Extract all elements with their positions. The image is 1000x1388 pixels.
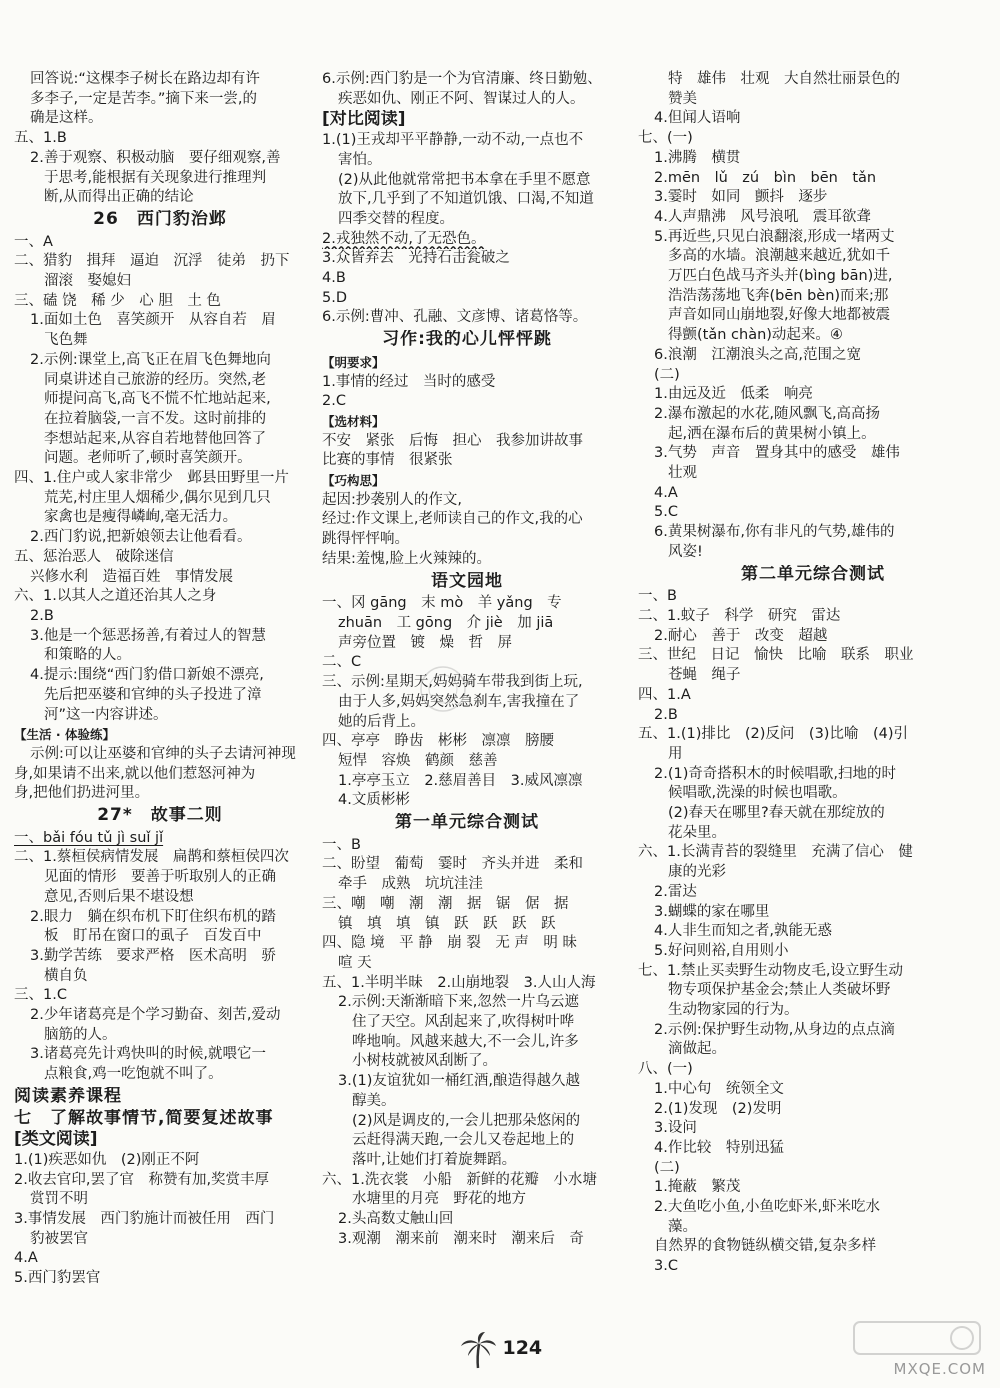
answer-line: 喧 天: [338, 954, 372, 971]
answer-line: 二、C: [322, 654, 362, 671]
answer-line: 5.西门豹罢官: [14, 1270, 101, 1287]
answer-line: 三、示例:星期天,妈妈骑车带我到街上玩,: [322, 674, 583, 691]
answer-line: 经过:作文课上,老师读自己的作文,我的心: [322, 511, 583, 528]
answer-line: 万匹白色战马齐头并(bìng bān)进,: [668, 268, 893, 285]
answer-line: 和策略的人。: [44, 647, 131, 664]
answer-line: 2.示例:课堂上,高飞正在眉飞色舞地向: [30, 351, 271, 368]
answer-line: 风姿!: [668, 543, 703, 560]
answer-line: 语文园地: [431, 571, 503, 591]
answer-line: 短悍 容焕 鹤颜 慈善: [338, 752, 498, 769]
answer-line: 滴做起。: [668, 1041, 726, 1058]
answer-line: 身,把他们扔进河里。: [14, 785, 150, 802]
answer-line: 先后把巫婆和官绅的头子投进了漳: [44, 686, 262, 703]
answer-line: 壮观: [668, 465, 697, 482]
answer-line: (二): [654, 366, 680, 383]
answer-line: 2.示例:天渐渐暗下来,忽然一片乌云遮: [338, 994, 579, 1011]
answer-line: 5.C: [654, 504, 678, 521]
answer-line: 问题。老师听了,顿时喜笑颜开。: [44, 450, 252, 467]
answer-line: 2.西门豹说,把新娘领去让他看看。: [30, 529, 252, 546]
answer-line: 比赛的事情 很紧张: [322, 452, 453, 469]
answer-line: 2.善于观察、积极动脑 要仔细观察,善: [30, 149, 281, 166]
answer-line: 4.人声鼎沸 风号浪吼 震耳欲聋: [654, 208, 871, 225]
answer-line: 赞美: [668, 90, 697, 107]
answer-line: 确是这样。: [30, 110, 103, 127]
watermark-text: MXQE.COM: [893, 1360, 986, 1378]
answer-line: 4.人非生而知之者,孰能无惑: [654, 923, 832, 940]
answer-line: 六、1.洗衣裳 小船 新鲜的花瓣 小水塘: [322, 1171, 597, 1188]
answer-line: 2.耐心 善于 改变 超越: [654, 627, 828, 644]
answer-line: 4.A: [654, 484, 678, 501]
answer-line: 见面的情形 要善于听取别人的正确: [44, 869, 276, 886]
answer-line: 特 雄伟 壮观 大自然壮丽景色的: [668, 71, 900, 87]
answer-line: 2.眼力 躺在织布机下盯住织布机的踏: [30, 908, 276, 925]
answer-line: 跳得怦怦响。: [322, 531, 409, 548]
answer-line: 荒芜,村庄里人烟稀少,偶尔见到几只: [44, 489, 271, 506]
answer-line: 候唱歌,洗澡的时候也唱歌。: [668, 785, 847, 802]
answer-line: 康的光彩: [668, 864, 726, 881]
answer-line: (二): [654, 1159, 680, 1176]
answer-line: 【选材料】: [322, 413, 385, 429]
answer-line: 板 盯吊在窗口的虱子 百发百中: [44, 928, 262, 945]
answer-line: 四、1.A: [638, 686, 691, 703]
answer-line: 兴修水利 造福百姓 事情发展: [30, 568, 233, 585]
answer-line: 飞色舞: [44, 332, 88, 349]
answer-line: 师提问高飞,高飞不慌不忙地站起来,: [44, 391, 271, 408]
answer-line: 习作:我的心儿怦怦跳: [382, 330, 552, 350]
answer-line: 3.观潮 潮来前 潮来时 潮来后 奇: [338, 1230, 584, 1247]
answer-line: 点粮食,鸡一吃饱就不叫了。: [44, 1066, 223, 1083]
answer-line: 2.B: [30, 607, 54, 624]
answer-line: 一、B: [638, 588, 677, 605]
answer-line: 用: [668, 745, 683, 762]
answer-line: 4.提示:围绕“西门豹借口新娘不漂亮,: [30, 667, 264, 684]
answer-line: 1.掩蔽 繁茂: [654, 1179, 741, 1196]
answer-line: 5.好问则裕,自用则小: [654, 942, 789, 959]
answer-line: 同桌讲述自己旅游的经历。突然,老: [44, 371, 267, 388]
answer-line: 2.少年诸葛亮是个学习勤奋、刻苦,爱动: [30, 1007, 281, 1024]
answer-line: 横自负: [44, 967, 88, 984]
answer-line: 七、(一): [638, 130, 693, 147]
answer-line: 第二单元综合测试: [741, 564, 885, 584]
answer-line: 起因:抄袭别人的作文,: [322, 491, 462, 508]
answer-line: 6.黄果树瀑布,你有非凡的气势,雄伟的: [654, 524, 895, 541]
answer-line: 3.设问: [654, 1120, 697, 1137]
answer-line: 1.由远及近 低柔 响亮: [654, 386, 813, 403]
center-stamp-icon: [417, 663, 469, 715]
answer-line: 五、1.(1)排比 (2)反问 (3)比喻 (4)引: [638, 726, 908, 743]
answer-line: 由于人多,妈妈突然急刹车,害我撞在了: [338, 693, 580, 710]
answer-line: zhuān 工 gōng 介 jiè 加 jiā: [338, 614, 554, 631]
answer-line: 1.亭亭玉立 2.慈眉善目 3.威风凛凛: [338, 772, 583, 789]
answer-line: 声旁位置 镀 燥 哲 屏: [338, 634, 512, 651]
answer-line: (2)风是调皮的,一会儿把那朵悠闲的: [352, 1112, 581, 1129]
answer-line: 1.(1)王戎却平平静静,一动不动,一点也不: [322, 132, 584, 149]
answer-line: 2.C: [322, 393, 346, 410]
answer-line: 6.示例:西门豹是一个为官清廉、终日勤勉、: [322, 71, 602, 87]
answer-line: 浩浩荡荡地飞奔(bēn bèn)而来;那: [668, 287, 889, 304]
answer-line: 七、1.禁止买卖野生动物皮毛,设立野生动: [638, 962, 903, 979]
answer-line: 2.大鱼吃小鱼,小鱼吃虾米,虾米吃水: [654, 1199, 881, 1216]
answer-line: 自然界的食物链纵横交错,复杂多样: [654, 1238, 877, 1255]
answer-line: 1.(1)疾恶如仇 (2)刚正不阿: [14, 1151, 200, 1168]
answer-line: 3.他是一个惩恶扬善,有着过人的智慧: [30, 627, 266, 644]
answer-line: 6.浪潮 江潮浪头之高,范围之宽: [654, 346, 861, 363]
answer-line: 6.示例:曹冲、孔融、文彦博、诸葛恪等。: [322, 309, 588, 326]
answer-line: 3.众皆弃去 光持石击瓮破之: [322, 250, 510, 267]
answer-line: 物专项保护基金会;禁止人类破坏野: [668, 982, 891, 999]
answer-line: 第一单元综合测试: [395, 813, 539, 833]
answer-line: 2.收去官印,罢了官 称赞有加,奖赏丰厚: [14, 1171, 270, 1188]
answer-line: 断,从而得出正确的结论: [44, 189, 194, 206]
answer-line: 4.作比较 特别迅猛: [654, 1139, 784, 1156]
answer-line: 牵手 成熟 坑坑洼洼: [338, 876, 483, 893]
answer-line: 三、世纪 日记 愉快 比喻 联系 职业: [638, 647, 914, 664]
answer-line: 多李子,一定是苦李。”摘下来一尝,的: [30, 90, 257, 107]
answer-line: 一、冈 gāng 末 mò 羊 yǎng 专: [322, 595, 562, 612]
answer-line: 苍蝇 绳子: [668, 667, 741, 684]
answer-line: 2.(1)奇奇搭积木的时候唱歌,扫地的时: [654, 765, 896, 782]
answer-line: 二、猎豹 揖拜 逼迫 沉浮 徒弟 扔下: [14, 253, 290, 270]
answer-line: 害怕。: [338, 151, 382, 168]
answer-line: 2.示例:保护野生动物,从身边的点点滴: [654, 1021, 895, 1038]
answer-line: 4.B: [322, 270, 346, 287]
answer-line: 阅读素养课程: [14, 1086, 122, 1106]
answer-line: 小树枝就被风刮断了。: [352, 1053, 497, 1070]
answer-line: 26 西门豹治邺: [93, 209, 227, 229]
page-footer: [0, 1330, 1000, 1370]
answer-line: 【巧构思】: [322, 473, 385, 489]
answer-line: [对比阅读]: [322, 110, 406, 130]
answer-line: 2.B: [654, 706, 678, 723]
answer-line: 三、嘲 嘲 潮 潮 据 锯 倨 据: [322, 895, 569, 912]
answer-line: 身,如果请不出来,就以他们惹怒河神为: [14, 765, 256, 782]
answer-line: 3.勤学苦练 要求严格 医术高明 骄: [30, 947, 276, 964]
answer-line: 得颤(tǎn chàn)动起来。④: [668, 327, 843, 344]
answer-line: 落叶,让她们打着旋舞蹈。: [352, 1151, 517, 1168]
answer-line: 多高的水墙。浪潮越来越近,犹如千: [668, 248, 891, 265]
answer-line: 3.(1)友谊犹如一桶红酒,酿造得越久越: [338, 1073, 580, 1090]
answer-line: 2.雷达: [654, 883, 697, 900]
answer-line: 二、1.蔡桓侯病情发展 扁鹊和蔡桓侯四次: [14, 849, 289, 866]
answer-line: 住了天空。风刮起来了,吹得树叶哗: [352, 1014, 575, 1031]
answer-line: 五、惩治恶人 破除迷信: [14, 548, 174, 565]
answer-line: 在拉着脑袋,一言不发。这时前排的: [44, 410, 267, 427]
answer-line: 3.霎时 如同 颤抖 逐步: [654, 189, 828, 206]
answer-line: 疾恶如仇、刚正不阿、智谋过人的人。: [338, 90, 585, 107]
answer-line: 3.C: [654, 1258, 678, 1275]
answer-line: 示例:可以让巫婆和官绅的头子去请河神现: [30, 745, 296, 762]
answer-line: 2.(1)发现 (2)发明: [654, 1100, 782, 1117]
answer-line: 三、1.C: [14, 987, 67, 1004]
answer-line: 于思考,能根据有关现象进行推理判: [44, 169, 267, 186]
answer-line: 2.瀑布激起的水花,随风飘飞,高高扬: [654, 405, 881, 422]
answer-line: 结果:羞愧,脸上火辣辣的。: [322, 550, 491, 567]
answer-line: 一、A: [14, 233, 53, 250]
right-column: [638, 70, 988, 1277]
answer-line: 3.蝴蝶的家在哪里: [654, 903, 770, 920]
answer-line: 六、1.以其人之道还治其人之身: [14, 588, 217, 605]
answer-line: 三、磕 饶 稀 少 心 胆 土 色: [14, 292, 221, 309]
left-column: [14, 70, 306, 1289]
answer-line: 家禽也是瘦得嶙峋,毫无活力。: [44, 509, 238, 526]
answer-line: 起,洒在瀑布后的黄果树小镇上。: [668, 425, 876, 442]
answer-line: 藻。: [668, 1218, 697, 1235]
watermark-logo-icon: [852, 1318, 982, 1358]
answer-line: 五、1.半明半昧 2.山崩地裂 3.人山人海: [322, 974, 596, 991]
answer-line: 生动物家园的行为。: [668, 1002, 799, 1019]
page-number: 124: [502, 1337, 543, 1359]
answer-line: 4.A: [14, 1250, 38, 1267]
answer-line: 醇美。: [352, 1092, 396, 1109]
answer-line: 一、bǎi fóu tǔ jì suǐ jǐ: [14, 829, 164, 846]
answer-line: 5.再近些,只见白浪翻滚,形成一堵两丈: [654, 228, 895, 245]
answer-line: 27* 故事二则: [97, 806, 223, 826]
answer-line: 3.诸葛亮先计鸡快叫的时候,就喂它一: [30, 1046, 266, 1063]
answer-line: 河”这一内容讲述。: [44, 706, 168, 723]
answer-line: 哗地响。风越来越大,不一会儿,许多: [352, 1033, 579, 1050]
answer-line: 她的后背上。: [338, 713, 425, 730]
answer-line: 七 了解故事情节,简要复述故事: [14, 1108, 274, 1128]
answer-line: 二、1.蚊子 科学 研究 雷达: [638, 607, 841, 624]
answer-line: 脑筋的人。: [44, 1026, 117, 1043]
answer-line: 不安 紧张 后悔 担心 我参加讲故事: [322, 432, 583, 449]
answer-line: 李想站起来,从容自若地替他回答了: [44, 430, 267, 447]
answer-line: 赏罚不明: [30, 1191, 88, 1208]
answer-line: 四季交替的程度。: [338, 210, 454, 227]
answer-line: 2.戎独然不动,了无恐色。: [322, 230, 486, 247]
answer-line: 五、1.B: [14, 130, 67, 147]
answer-line: (2)从此他就常常把书本拿在手里不愿意: [338, 171, 591, 188]
palm-tree-icon: [458, 1330, 498, 1370]
answer-line: 花朵里。: [668, 824, 726, 841]
answer-line: 云赶得满天跑,一会儿又卷起地上的: [352, 1132, 575, 1149]
answer-line: 四、1.住户或人家非常少 邺县田野里一片: [14, 470, 289, 487]
answer-line: 四、亭亭 睁齿 彬彬 凛凛 膀腰: [322, 733, 554, 750]
answer-line: 溜滚 娶媳妇: [44, 273, 131, 290]
answer-line: 【明要求】: [322, 354, 385, 370]
answer-line: 3.气势 声音 置身其中的感受 雄伟: [654, 445, 900, 462]
answer-line: 【生活 · 体验练】: [14, 727, 115, 743]
answer-line: 意见,否则后果不堪设想: [44, 888, 194, 905]
answer-line: 3.事情发展 西门豹施计而被任用 西门: [14, 1211, 275, 1228]
answer-line: 1.沸腾 横贯: [654, 149, 741, 166]
answer-line: [类文阅读]: [14, 1130, 98, 1150]
answer-line: 4.文质彬彬: [338, 792, 410, 809]
answer-line: 水塘里的月亮 野花的地方: [352, 1191, 526, 1208]
answer-line: 豹被罢官: [30, 1230, 88, 1247]
answer-line: 四、隐 境 平 静 崩 裂 无 声 明 昧: [322, 935, 578, 952]
answer-line: 一、B: [322, 836, 361, 853]
answer-line: (2)春天在哪里?春天就在那绽放的: [668, 805, 885, 822]
answer-line: 六、1.长满青苔的裂缝里 充满了信心 健: [638, 844, 913, 861]
answer-line: 镇 填 填 镇 跃 跃 跃 跃: [338, 915, 556, 932]
answer-line: 1.事情的经过 当时的感受: [322, 373, 496, 390]
answer-line: 二、盼望 葡萄 霎时 齐头并进 柔和: [322, 856, 583, 873]
watermark: [894, 1360, 987, 1378]
middle-column: [322, 70, 612, 1249]
answer-line: 5.D: [322, 289, 347, 306]
answer-line: 2.mēn lǔ zú bìn bēn tǎn: [654, 169, 877, 186]
answer-line: 1.中心句 统领全文: [654, 1080, 784, 1097]
answer-line: 回答说:“这棵李子树长在路边却有许: [30, 71, 260, 87]
answer-line: 八、(一): [638, 1061, 693, 1078]
answer-line: 4.但闻人语响: [654, 110, 741, 127]
answer-line: 1.面如土色 喜笑颜开 从容自若 眉: [30, 312, 276, 329]
answer-line: 放下,几乎到了不知道饥饿、口渴,不知道: [338, 191, 594, 208]
answer-line: 2.头高数丈触山回: [338, 1211, 454, 1228]
answer-line: 声音如同山崩地裂,好像大地都被震: [668, 307, 891, 324]
